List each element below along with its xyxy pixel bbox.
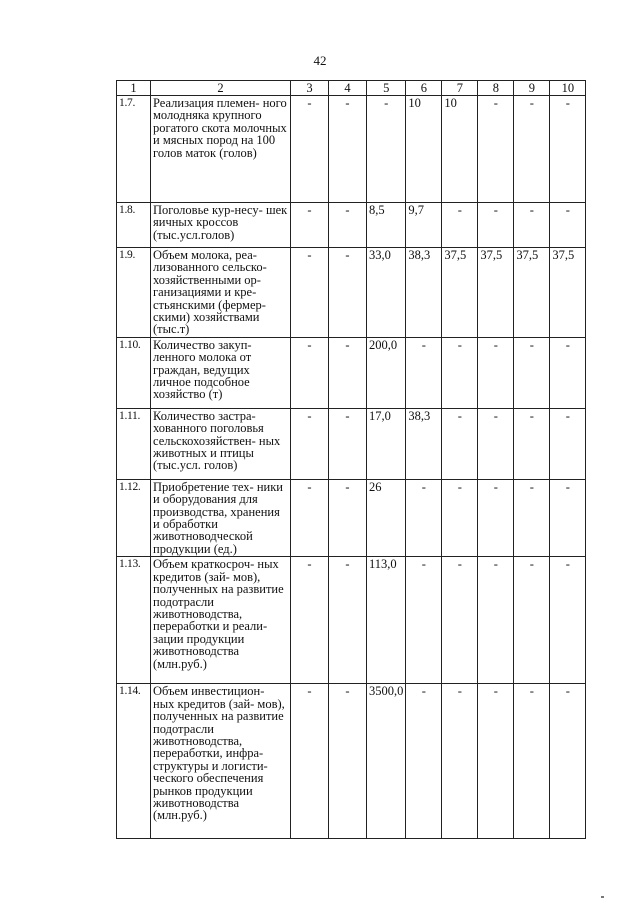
page-number: 42	[313, 53, 327, 68]
data-table	[116, 80, 586, 839]
table-row	[117, 337, 586, 408]
indicator-name: Реализация племен- ного молодняка крупного рогатого скота молочных и мясных пород на 100 голов маток (голов)	[151, 96, 291, 203]
value-cell: -	[550, 337, 586, 408]
value-cell: -	[329, 337, 367, 408]
column-header: 4	[329, 81, 367, 96]
value-cell: -	[291, 557, 329, 684]
value-cell: -	[442, 337, 478, 408]
value-cell: 26	[367, 479, 406, 556]
value-cell: -	[442, 479, 478, 556]
value-cell: -	[291, 408, 329, 479]
value-cell: -	[514, 203, 550, 248]
row-number: 1.8.	[117, 203, 151, 248]
row-number: 1.11.	[117, 408, 151, 479]
value-cell: -	[514, 337, 550, 408]
value-cell: 37,5	[478, 248, 514, 338]
value-cell: -	[406, 337, 442, 408]
value-cell: 38,3	[406, 248, 442, 338]
row-number: 1.14.	[117, 684, 151, 839]
indicator-name: Объем инвестицион- ных кредитов (зай- мов), полученных на развитие подотрасли животноводства, переработки, инфра- структуры и логисти- ческого обеспечения рынков продукции животноводства (млн.руб.)	[151, 684, 291, 839]
value-cell: -	[478, 203, 514, 248]
value-cell: 3500,0	[367, 684, 406, 839]
value-cell: -	[514, 684, 550, 839]
value-cell: -	[291, 479, 329, 556]
value-cell: -	[406, 557, 442, 684]
value-cell: -	[442, 408, 478, 479]
value-cell: -	[291, 203, 329, 248]
value-cell: -	[329, 248, 367, 338]
value-cell: -	[406, 479, 442, 556]
indicator-name: Поголовье кур-несу- шек яичных кроссов (тыс.усл.голов)	[151, 203, 291, 248]
value-cell: -	[514, 408, 550, 479]
value-cell: 37,5	[550, 248, 586, 338]
value-cell: -	[329, 684, 367, 839]
value-cell: -	[442, 203, 478, 248]
table-row	[117, 479, 586, 556]
row-number: 1.9.	[117, 248, 151, 338]
value-cell: -	[478, 684, 514, 839]
table-row	[117, 248, 586, 338]
value-cell: -	[514, 557, 550, 684]
value-cell: -	[442, 684, 478, 839]
value-cell: 17,0	[367, 408, 406, 479]
value-cell: -	[550, 479, 586, 556]
column-header: 6	[406, 81, 442, 96]
value-cell: 33,0	[367, 248, 406, 338]
value-cell: -	[478, 96, 514, 203]
value-cell: -	[291, 248, 329, 338]
table-row	[117, 684, 586, 839]
value-cell: -	[291, 337, 329, 408]
value-cell: -	[329, 203, 367, 248]
table-header-row	[117, 81, 586, 96]
value-cell: -	[329, 408, 367, 479]
value-cell: -	[478, 479, 514, 556]
table-row	[117, 408, 586, 479]
value-cell: -	[367, 96, 406, 203]
indicator-name: Приобретение тех- ники и оборудования для производства, хранения и обработки животноводческой продукции (ед.)	[151, 479, 291, 556]
indicator-name: Объем краткосроч- ных кредитов (зай- мов), полученных на развитие подотрасли животноводства, переработки и реали- зации продукции животноводства (млн.руб.)	[151, 557, 291, 684]
value-cell: 113,0	[367, 557, 406, 684]
indicator-name: Объем молока, реа- лизованного сельско- хозяйственными ор- ганизациями и кре- стьянскими (фермер- скими) хозяйствами (тыс.т)	[151, 248, 291, 338]
value-cell: -	[442, 557, 478, 684]
value-cell: 10	[406, 96, 442, 203]
value-cell: 37,5	[442, 248, 478, 338]
value-cell: -	[550, 203, 586, 248]
value-cell: -	[514, 96, 550, 203]
value-cell: -	[329, 479, 367, 556]
column-header: 2	[151, 81, 291, 96]
row-number: 1.12.	[117, 479, 151, 556]
value-cell: -	[329, 557, 367, 684]
value-cell: -	[550, 96, 586, 203]
scan-mark	[601, 896, 604, 898]
column-header: 1	[117, 81, 151, 96]
value-cell: 200,0	[367, 337, 406, 408]
column-header: 5	[367, 81, 406, 96]
column-header: 3	[291, 81, 329, 96]
table-row	[117, 96, 586, 203]
value-cell: -	[478, 337, 514, 408]
value-cell: 8,5	[367, 203, 406, 248]
row-number: 1.7.	[117, 96, 151, 203]
value-cell: -	[550, 684, 586, 839]
value-cell: 37,5	[514, 248, 550, 338]
value-cell: 38,3	[406, 408, 442, 479]
value-cell: -	[514, 479, 550, 556]
value-cell: -	[406, 684, 442, 839]
value-cell: -	[550, 557, 586, 684]
value-cell: -	[329, 96, 367, 203]
value-cell: 9,7	[406, 203, 442, 248]
value-cell: -	[550, 408, 586, 479]
table-row	[117, 203, 586, 248]
value-cell: -	[478, 557, 514, 684]
row-number: 1.13.	[117, 557, 151, 684]
table-row	[117, 557, 586, 684]
value-cell: -	[291, 96, 329, 203]
column-header: 7	[442, 81, 478, 96]
value-cell: 10	[442, 96, 478, 203]
indicator-name: Количество закуп- ленного молока от граждан, ведущих личное подсобное хозяйство (т)	[151, 337, 291, 408]
row-number: 1.10.	[117, 337, 151, 408]
value-cell: -	[291, 684, 329, 839]
indicator-name: Количество застра- хованного поголовья сельскохозяйствен- ных животных и птицы (тыс.усл. голов)	[151, 408, 291, 479]
column-header: 8	[478, 81, 514, 96]
value-cell: -	[478, 408, 514, 479]
column-header: 9	[514, 81, 550, 96]
column-header: 10	[550, 81, 586, 96]
